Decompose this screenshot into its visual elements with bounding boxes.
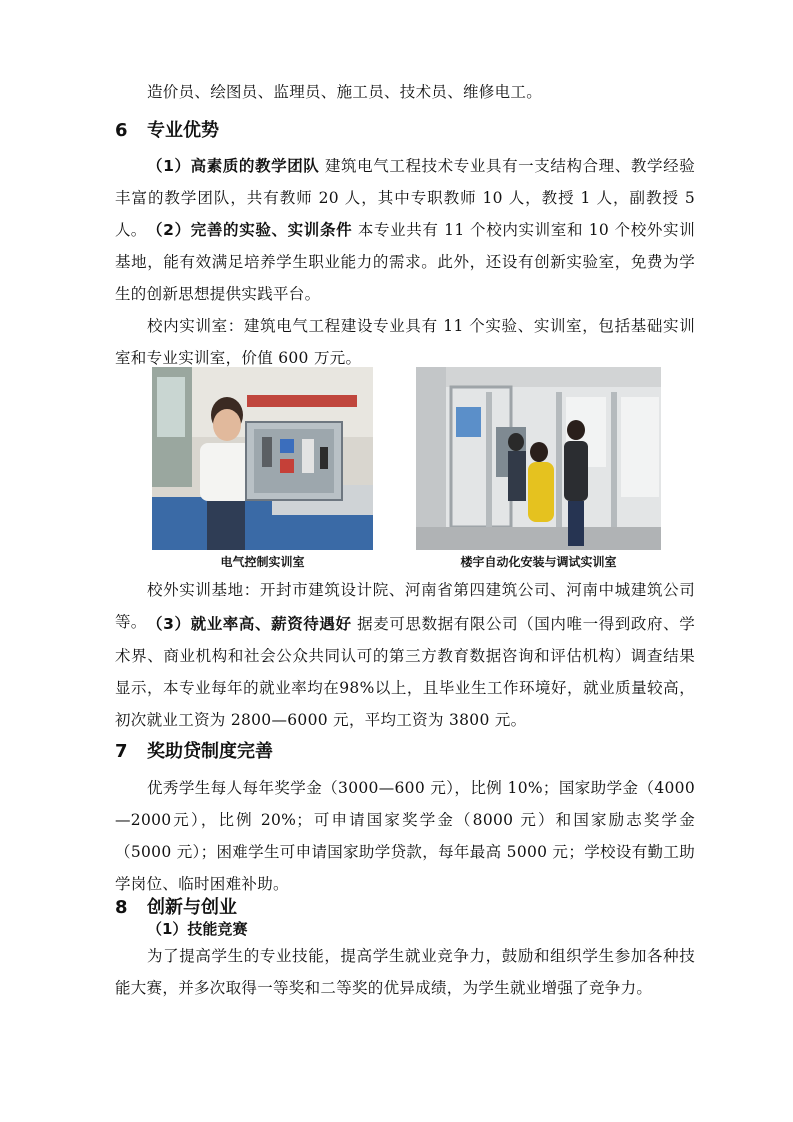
section-8-heading [115,893,237,919]
section-number: 6 [115,120,128,141]
item-label: （2）完善的实验、实训条件 [147,221,353,239]
item-label: （3）就业率高、薪资待遇好 [147,615,352,633]
item-text: 建筑电气工程技术专业具有一支结构合理、教学经验丰富的教学团队，共有教师 20 人，其中专职教师 10 人，教授 1 人，副教授 5 人。 [115,157,695,239]
section-title: 奖助贷制度完善 [147,741,273,762]
photo-caption: 楼宇自动化安装与调试实训室 [460,555,617,569]
paragraph-employment [115,608,695,736]
section-6-heading [115,116,219,142]
paragraph-campus-labs: 校内实训室：建筑电气工程建设专业具有 11 个实验、实训室，包括基础实训室和专业实训室，价值 600 万元。 [115,317,695,367]
paragraph-job-roles: 造价员、绘图员、监理员、施工员、技术员、维修电工。 [147,83,543,101]
item-text: 本专业共有 11 个校内实训室和 10 个校外实训基地，能有效满足培养学生职业能力的需求。此外，还设有创新实验室，免费为学生的创新思想提供实践平台。 [115,221,695,303]
paragraph-competition: 为了提高学生的专业技能，提高学生就业竞争力，鼓励和组织学生参加各种技能大赛，并多次取得一等奖和二等奖的优异成绩，为学生就业增强了竞争力。 [115,947,695,997]
section-title: 专业优势 [147,120,219,141]
paragraph-scholarships: 优秀学生每人每年奖学金（3000—600 元），比例 10%；国家助学金（4000—2000元），比例 20%；可申请国家奖学金（8000 元）和国家励志奖学金（5000 元）；困难学生可申请国家助学贷款，每年最高 5000 元；学校设有勤工助学岗位、临时困难补助。 [115,779,695,893]
item-text: 据麦可思数据有限公司（国内唯一得到政府、学术界、商业机构和社会公众共同认可的第三方教育数据咨询和评估机构）调查结果显示，本专业每年的就业率均在98%以上，且毕业生工作环境好，就业质量较高，初次就业工资为 2800—6000 元，平均工资为 3800 元。 [115,615,696,729]
section-number: 7 [115,741,128,762]
item-label: （1）高素质的教学团队 [147,157,320,175]
section-7-heading [115,737,273,763]
subsection-skills-competition: （1）技能竞赛 [147,920,248,938]
photo-caption: 电气控制实训室 [220,555,305,569]
photo-building-automation-lab [416,367,661,550]
paragraph-offcampus-bases: 校外实训基地：开封市建筑设计院、河南省第四建筑公司、河南中城建筑公司等。 [115,581,695,631]
section-title: 创新与创业 [147,897,237,918]
photo-electrical-control-lab [152,367,373,550]
paragraph-lab-conditions [115,214,695,310]
section-number: 8 [115,897,128,918]
